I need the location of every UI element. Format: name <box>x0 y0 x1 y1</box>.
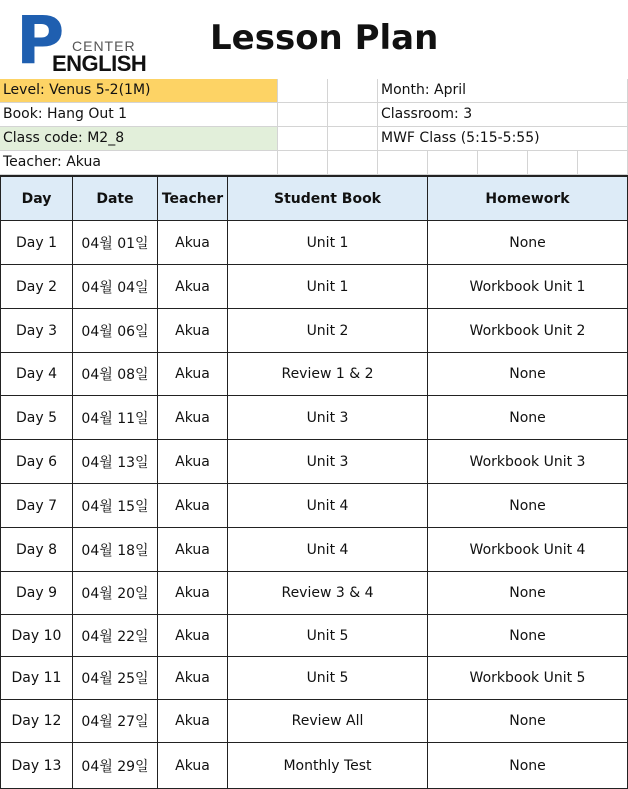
teacher-cell[interactable]: Akua <box>158 396 228 440</box>
homework-cell[interactable]: None <box>428 572 628 615</box>
date-cell[interactable]: 04월 06일 <box>73 309 158 353</box>
empty-cell[interactable] <box>528 151 578 175</box>
day-cell[interactable]: Day 6 <box>1 440 73 484</box>
header-teacher[interactable]: Teacher <box>158 176 228 221</box>
table-row <box>1 615 628 657</box>
empty-cell[interactable] <box>328 151 378 175</box>
logo-center-text: CENTER <box>72 38 136 54</box>
teacher-cell[interactable]: Akua <box>158 743 228 789</box>
class-time-cell[interactable]: MWF Class (5:15-5:55) <box>378 127 628 151</box>
homework-cell[interactable]: Workbook Unit 1 <box>428 265 628 309</box>
center-english-logo <box>14 2 147 79</box>
student-book-cell[interactable]: Unit 3 <box>228 396 428 440</box>
teacher-cell[interactable]: Teacher: Akua <box>0 151 278 175</box>
empty-cell[interactable] <box>278 79 328 103</box>
table-row <box>1 396 628 440</box>
day-cell[interactable]: Day 3 <box>1 309 73 353</box>
student-book-cell[interactable]: Unit 4 <box>228 528 428 572</box>
student-book-cell[interactable]: Unit 3 <box>228 440 428 484</box>
day-cell[interactable]: Day 9 <box>1 572 73 615</box>
date-cell[interactable]: 04월 20일 <box>73 572 158 615</box>
level-cell[interactable]: Level: Venus 5-2(1M) <box>0 79 278 103</box>
table-row <box>1 484 628 528</box>
teacher-cell[interactable]: Akua <box>158 309 228 353</box>
student-book-cell[interactable]: Unit 1 <box>228 265 428 309</box>
date-cell[interactable]: 04월 11일 <box>73 396 158 440</box>
schedule-body <box>1 221 628 789</box>
student-book-cell[interactable]: Unit 2 <box>228 309 428 353</box>
student-book-cell[interactable]: Review All <box>228 700 428 743</box>
teacher-cell[interactable]: Akua <box>158 615 228 657</box>
teacher-cell[interactable]: Akua <box>158 700 228 743</box>
teacher-cell[interactable]: Akua <box>158 440 228 484</box>
empty-cell[interactable] <box>278 127 328 151</box>
date-cell[interactable]: 04월 29일 <box>73 743 158 789</box>
table-header-row <box>1 176 628 221</box>
homework-cell[interactable]: Workbook Unit 3 <box>428 440 628 484</box>
empty-cell[interactable] <box>378 151 428 175</box>
header-date[interactable]: Date <box>73 176 158 221</box>
header-student-book[interactable]: Student Book <box>228 176 428 221</box>
info-row <box>0 79 628 103</box>
date-cell[interactable]: 04월 01일 <box>73 221 158 265</box>
teacher-cell[interactable]: Akua <box>158 265 228 309</box>
homework-cell[interactable]: Workbook Unit 5 <box>428 657 628 700</box>
student-book-cell[interactable]: Review 3 & 4 <box>228 572 428 615</box>
teacher-cell[interactable]: Akua <box>158 572 228 615</box>
homework-cell[interactable]: Workbook Unit 2 <box>428 309 628 353</box>
teacher-cell[interactable]: Akua <box>158 657 228 700</box>
empty-cell[interactable] <box>278 151 328 175</box>
day-cell[interactable]: Day 4 <box>1 353 73 396</box>
header <box>0 0 628 79</box>
empty-cell[interactable] <box>578 151 628 175</box>
header-day[interactable]: Day <box>1 176 73 221</box>
homework-cell[interactable]: None <box>428 484 628 528</box>
student-book-cell[interactable]: Unit 5 <box>228 615 428 657</box>
table-row <box>1 743 628 789</box>
teacher-cell[interactable]: Akua <box>158 221 228 265</box>
student-book-cell[interactable]: Monthly Test <box>228 743 428 789</box>
homework-cell[interactable]: None <box>428 615 628 657</box>
table-row <box>1 353 628 396</box>
logo-letter: P <box>16 2 65 79</box>
classroom-cell[interactable]: Classroom: 3 <box>378 103 628 127</box>
day-cell[interactable]: Day 10 <box>1 615 73 657</box>
student-book-cell[interactable]: Unit 5 <box>228 657 428 700</box>
homework-cell[interactable]: Workbook Unit 4 <box>428 528 628 572</box>
date-cell[interactable]: 04월 15일 <box>73 484 158 528</box>
date-cell[interactable]: 04월 22일 <box>73 615 158 657</box>
table-row <box>1 700 628 743</box>
day-cell[interactable]: Day 8 <box>1 528 73 572</box>
month-cell[interactable]: Month: April <box>378 79 628 103</box>
empty-cell[interactable] <box>278 103 328 127</box>
date-cell[interactable]: 04월 27일 <box>73 700 158 743</box>
class-code-cell[interactable]: Class code: M2_8 <box>0 127 278 151</box>
day-cell[interactable]: Day 1 <box>1 221 73 265</box>
day-cell[interactable]: Day 2 <box>1 265 73 309</box>
table-row <box>1 528 628 572</box>
table-row <box>1 572 628 615</box>
homework-cell[interactable]: None <box>428 743 628 789</box>
day-cell[interactable]: Day 5 <box>1 396 73 440</box>
info-row <box>0 103 628 127</box>
empty-cell[interactable] <box>478 151 528 175</box>
day-cell[interactable]: Day 7 <box>1 484 73 528</box>
header-homework[interactable]: Homework <box>428 176 628 221</box>
date-cell[interactable]: 04월 25일 <box>73 657 158 700</box>
page-title: Lesson Plan <box>210 18 439 58</box>
table-row <box>1 657 628 700</box>
date-cell[interactable]: 04월 04일 <box>73 265 158 309</box>
student-book-cell[interactable]: Unit 4 <box>228 484 428 528</box>
day-cell[interactable]: Day 11 <box>1 657 73 700</box>
teacher-cell[interactable]: Akua <box>158 353 228 396</box>
empty-cell[interactable] <box>428 151 478 175</box>
table-row <box>1 265 628 309</box>
day-cell[interactable]: Day 13 <box>1 743 73 789</box>
table-row <box>1 309 628 353</box>
info-row <box>0 127 628 151</box>
book-cell[interactable]: Book: Hang Out 1 <box>0 103 278 127</box>
homework-cell[interactable]: None <box>428 700 628 743</box>
date-cell[interactable]: 04월 18일 <box>73 528 158 572</box>
empty-cell[interactable] <box>328 103 378 127</box>
table-row <box>1 221 628 265</box>
info-row <box>0 151 628 175</box>
table-row <box>1 440 628 484</box>
student-book-cell[interactable]: Review 1 & 2 <box>228 353 428 396</box>
empty-cell[interactable] <box>328 79 378 103</box>
homework-cell[interactable]: None <box>428 396 628 440</box>
student-book-cell[interactable]: Unit 1 <box>228 221 428 265</box>
teacher-cell[interactable]: Akua <box>158 484 228 528</box>
info-grid <box>0 79 628 175</box>
logo-english-text: ENGLISH <box>52 51 147 76</box>
date-cell[interactable]: 04월 08일 <box>73 353 158 396</box>
homework-cell[interactable]: None <box>428 221 628 265</box>
teacher-cell[interactable]: Akua <box>158 528 228 572</box>
homework-cell[interactable]: None <box>428 353 628 396</box>
date-cell[interactable]: 04월 13일 <box>73 440 158 484</box>
schedule-table <box>0 175 628 789</box>
day-cell[interactable]: Day 12 <box>1 700 73 743</box>
empty-cell[interactable] <box>328 127 378 151</box>
